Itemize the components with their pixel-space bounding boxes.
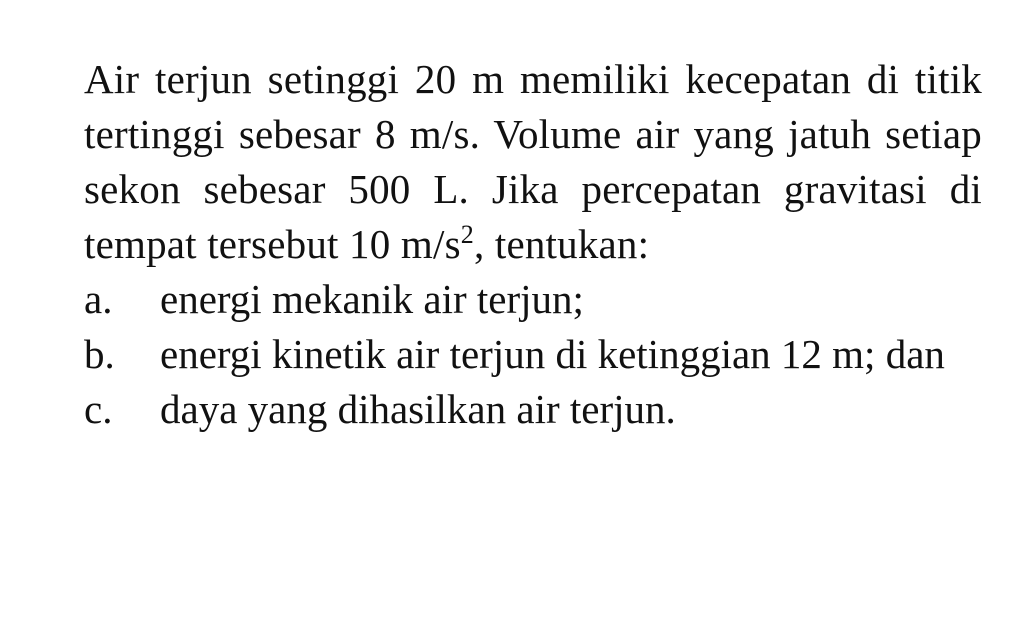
intro-exponent: 2 bbox=[460, 220, 474, 249]
item-text: energi kinetik air terjun di ketinggian 12 m; dan bbox=[160, 331, 945, 377]
intro-text-end: , tentukan: bbox=[473, 221, 650, 267]
question-item-c bbox=[84, 382, 982, 437]
item-marker: a. bbox=[84, 276, 113, 322]
problem-statement bbox=[84, 52, 982, 437]
item-text: daya yang dihasilkan air terjun. bbox=[160, 386, 676, 432]
question-list bbox=[84, 272, 982, 437]
item-text: energi mekanik air terjun; bbox=[160, 276, 584, 322]
item-marker: b. bbox=[84, 331, 115, 377]
intro-text: Air terjun setinggi 20 m memiliki kecepatan di titik tertinggi sebesar 8 m/s. Volume air yang jatuh setiap sekon sebesar 500 L. Jika percepatan gravitasi di tempat tersebut 10 m/s bbox=[84, 56, 982, 267]
item-marker: c. bbox=[84, 386, 113, 432]
question-item-b bbox=[84, 327, 982, 382]
problem-intro bbox=[84, 52, 982, 272]
question-item-a bbox=[84, 272, 982, 327]
